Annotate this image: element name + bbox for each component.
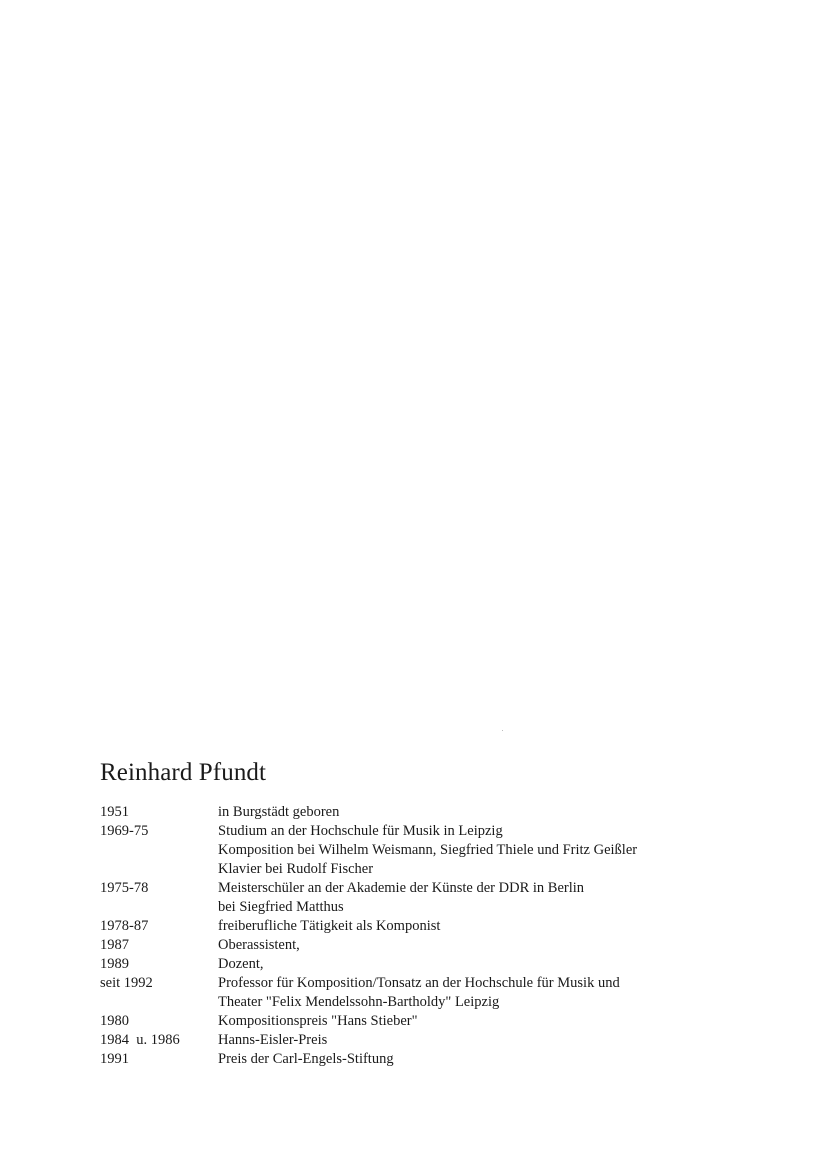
bio-year: 1980 [100,1013,129,1029]
bio-entry [100,879,740,917]
bio-text [218,936,740,955]
bio-entry [100,1031,740,1050]
bio-year: 1989 [100,956,129,972]
bio-entry [100,1050,740,1069]
bio-line: Dozent, [218,956,264,972]
bio-entry [100,917,740,936]
biography-list [100,803,740,1069]
bio-line: in Burgstädt geboren [218,804,340,820]
bio-year: 1975-78 [100,880,149,896]
page-title: Reinhard Pfundt [100,759,267,786]
bio-entry [100,1012,740,1031]
bio-text [218,1012,740,1031]
bio-year: 1969-75 [100,823,149,839]
bio-entry [100,974,740,1012]
bio-text [218,803,740,822]
bio-text [218,917,740,936]
bio-entry [100,936,740,955]
bio-text [218,1031,740,1050]
bio-line: Klavier bei Rudolf Fischer [218,861,374,877]
bio-year: seit 1992 [100,975,153,991]
bio-year: 1978-87 [100,918,149,934]
bio-line: Professor für Komposition/Tonsatz an der Hochschule für Musik und [218,975,620,991]
bio-entry [100,803,740,822]
bio-entry [100,822,740,879]
bio-year: 1984 u. 1986 [100,1032,180,1048]
bio-line: Theater "Felix Mendelssohn-Bartholdy" Leipzig [218,994,500,1010]
bio-line: Komposition bei Wilhelm Weismann, Siegfried Thiele und Fritz Geißler [218,842,638,858]
bio-year: 1987 [100,937,129,953]
bio-text [218,1050,740,1069]
bio-line: Hanns-Eisler-Preis [218,1032,328,1048]
bio-year: 1991 [100,1051,129,1067]
bio-line: bei Siegfried Matthus [218,899,344,915]
bio-line: Studium an der Hochschule für Musik in Leipzig [218,823,503,839]
scan-speck [502,730,503,731]
bio-text [218,879,740,917]
bio-text [218,955,740,974]
bio-line: Meisterschüler an der Akademie der Künste der DDR in Berlin [218,880,585,896]
bio-line: Preis der Carl-Engels-Stiftung [218,1051,394,1067]
bio-text [218,974,740,1012]
bio-entry [100,955,740,974]
bio-line: freiberufliche Tätigkeit als Komponist [218,918,441,934]
bio-line: Oberassistent, [218,937,300,953]
bio-line: Kompositionspreis "Hans Stieber" [218,1013,418,1029]
bio-text [218,822,740,879]
bio-year: 1951 [100,804,129,820]
